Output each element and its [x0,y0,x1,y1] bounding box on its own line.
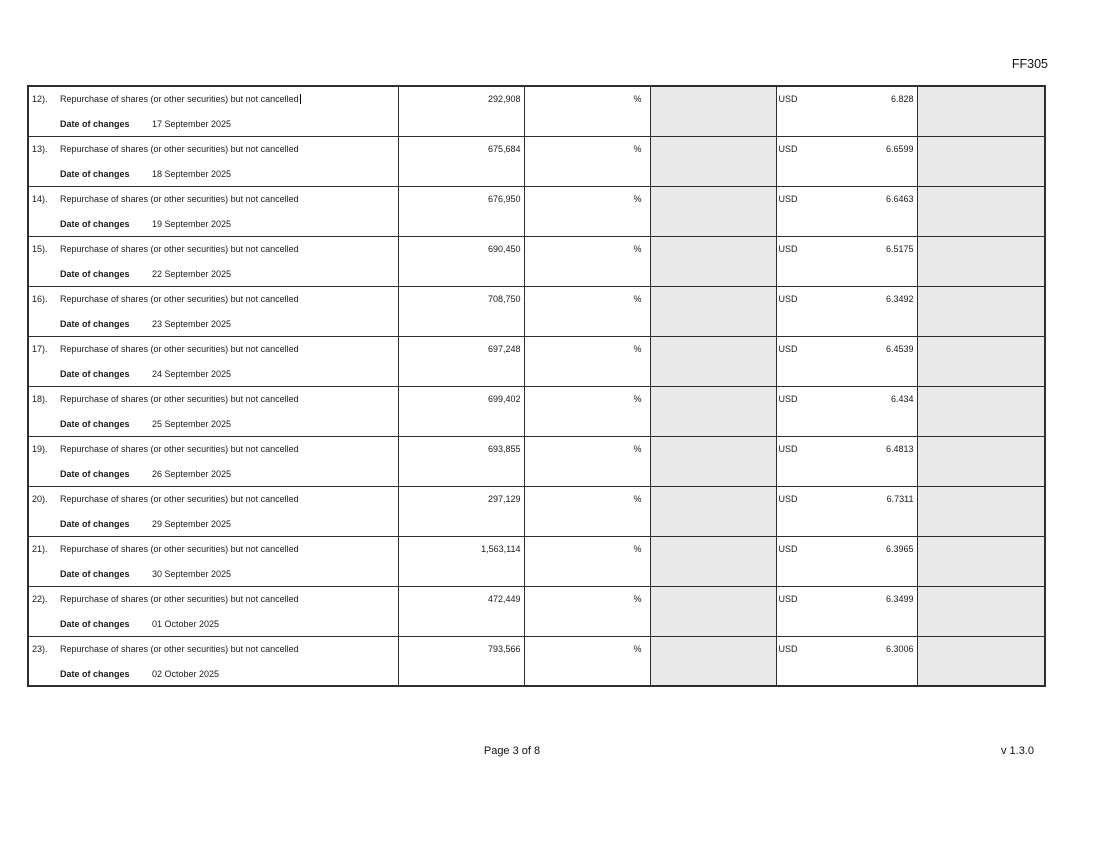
row-number: 22). [32,593,48,604]
table-row [28,386,1045,436]
percent-cell: % [524,536,650,586]
table-row [28,636,1045,686]
row-number: 21). [32,543,48,554]
table-row [28,86,1045,136]
shaded-cell [917,636,1045,686]
currency-label: USD [778,193,798,204]
price-cell [776,436,917,486]
description-cell [28,286,398,336]
date-of-changes-label: Date of changes [60,318,130,329]
quantity-cell: 292,908 [398,86,524,136]
date-of-changes-label: Date of changes [60,618,130,629]
row-description-text: Repurchase of shares (or other securities) but not cancelled [60,143,299,154]
date-of-changes-value: 26 September 2025 [152,468,232,479]
description-cell [28,336,398,386]
shaded-cell [917,486,1045,536]
currency-label: USD [778,493,798,504]
price-value: 6.3006 [885,643,914,654]
row-description-text: Repurchase of shares (or other securities) but not cancelled [60,543,299,554]
quantity-cell: 297,129 [398,486,524,536]
row-number: 15). [32,243,48,254]
price-cell [776,286,917,336]
percent-cell: % [524,286,650,336]
row-description-text: Repurchase of shares (or other securities) but not cancelled [60,393,299,404]
row-description [60,644,396,654]
quantity-cell: 697,248 [398,336,524,386]
currency-label: USD [778,343,798,354]
row-number: 17). [32,343,48,354]
price-value: 6.6599 [885,143,914,154]
version-label: v 1.3.0 [1000,745,1034,757]
shaded-cell [650,236,776,286]
row-description [60,344,396,354]
row-number: 12). [32,94,48,104]
date-of-changes-value: 19 September 2025 [152,218,232,229]
percent-cell: % [524,86,650,136]
table-row [28,336,1045,386]
row-number: 19). [32,443,48,454]
table-row [28,536,1045,586]
row-description [60,594,396,604]
shaded-cell [917,236,1045,286]
description-cell [28,536,398,586]
row-description [60,144,396,154]
quantity-cell: 793,566 [398,636,524,686]
date-of-changes-value: 29 September 2025 [152,518,232,529]
currency-label: USD [778,543,798,554]
percent-cell: % [524,636,650,686]
date-of-changes-label: Date of changes [60,368,130,379]
price-value: 6.3965 [885,543,914,554]
row-number: 14). [32,193,48,204]
shaded-cell [917,86,1045,136]
price-cell [776,486,917,536]
row-description-text: Repurchase of shares (or other securities) but not cancelled [60,643,299,654]
shaded-cell [650,136,776,186]
shaded-cell [650,336,776,386]
row-description [60,94,396,104]
price-value: 6.6463 [885,193,914,204]
row-description [60,244,396,254]
date-of-changes-label: Date of changes [60,668,130,679]
row-number: 16). [32,293,48,304]
shaded-cell [917,386,1045,436]
percent-cell: % [524,186,650,236]
description-cell [28,436,398,486]
table-row [28,186,1045,236]
shaded-cell [917,436,1045,486]
currency-label: USD [778,94,798,104]
shaded-cell [650,286,776,336]
price-cell [776,636,917,686]
row-number: 18). [32,393,48,404]
percent-cell: % [524,336,650,386]
currency-label: USD [778,393,798,404]
date-of-changes-value: 17 September 2025 [152,119,232,129]
description-cell [28,86,398,136]
description-cell [28,586,398,636]
date-of-changes-value: 01 October 2025 [152,618,220,629]
shaded-cell [917,286,1045,336]
row-number: 23). [32,643,48,654]
shaded-cell [650,636,776,686]
quantity-cell: 708,750 [398,286,524,336]
date-of-changes-value: 22 September 2025 [152,268,232,279]
row-description-text: Repurchase of shares (or other securities) but not cancelled [60,593,299,604]
date-of-changes-label: Date of changes [60,418,130,429]
price-cell [776,336,917,386]
percent-cell: % [524,386,650,436]
shaded-cell [650,386,776,436]
quantity-cell: 690,450 [398,236,524,286]
currency-label: USD [778,243,798,254]
quantity-cell: 1,563,114 [398,536,524,586]
date-of-changes-value: 02 October 2025 [152,668,220,679]
description-cell [28,486,398,536]
table-row [28,486,1045,536]
row-description-text: Repurchase of shares (or other securities) but not cancelled [60,243,299,254]
row-description [60,294,396,304]
price-value: 6.4539 [885,343,914,354]
quantity-cell: 472,449 [398,586,524,636]
quantity-cell: 676,950 [398,186,524,236]
row-description-text: Repurchase of shares (or other securities) but not cancelled [60,193,299,204]
percent-cell: % [524,586,650,636]
shaded-cell [917,586,1045,636]
currency-label: USD [778,143,798,154]
row-description-text: Repurchase of shares (or other securities) but not cancelled [60,94,299,104]
date-of-changes-label: Date of changes [60,119,130,129]
date-of-changes-value: 23 September 2025 [152,318,232,329]
table-row [28,436,1045,486]
shaded-cell [917,186,1045,236]
shaded-cell [650,186,776,236]
shaded-cell [650,536,776,586]
table-row [28,136,1045,186]
table-body [28,86,1045,686]
row-description [60,444,396,454]
shaded-cell [917,336,1045,386]
currency-label: USD [778,643,798,654]
row-number: 13). [32,143,48,154]
price-cell [776,586,917,636]
percent-cell: % [524,486,650,536]
price-cell [776,536,917,586]
row-description [60,394,396,404]
shaded-cell [917,136,1045,186]
row-description [60,544,396,554]
price-value: 6.3499 [885,593,914,604]
page-indicator: Page 3 of 8 [483,745,541,757]
price-value: 6.3492 [885,293,914,304]
shaded-cell [917,536,1045,586]
price-value: 6.7311 [886,493,914,504]
date-of-changes-label: Date of changes [60,468,130,479]
quantity-cell: 699,402 [398,386,524,436]
repurchase-table [27,85,1046,687]
currency-label: USD [778,593,798,604]
description-cell [28,636,398,686]
percent-cell: % [524,136,650,186]
price-cell [776,386,917,436]
row-description-text: Repurchase of shares (or other securities) but not cancelled [60,443,299,454]
price-cell [776,236,917,286]
price-value: 6.828 [890,94,914,104]
percent-cell: % [524,236,650,286]
date-of-changes-label: Date of changes [60,168,130,179]
date-of-changes-value: 25 September 2025 [152,418,232,429]
currency-label: USD [778,293,798,304]
percent-cell: % [524,436,650,486]
form-code: FF305 [1011,57,1048,71]
row-description-text: Repurchase of shares (or other securities) but not cancelled [60,293,299,304]
description-cell [28,186,398,236]
price-value: 6.5175 [885,243,914,254]
row-description-text: Repurchase of shares (or other securities) but not cancelled [60,493,299,504]
table-row [28,586,1045,636]
date-of-changes-label: Date of changes [60,268,130,279]
quantity-cell: 675,684 [398,136,524,186]
row-number: 20). [32,493,48,504]
price-value: 6.4813 [885,443,914,454]
row-description [60,494,396,504]
quantity-cell: 693,855 [398,436,524,486]
description-cell [28,136,398,186]
date-of-changes-label: Date of changes [60,518,130,529]
price-cell [776,86,917,136]
price-cell [776,136,917,186]
row-description-text: Repurchase of shares (or other securities) but not cancelled [60,343,299,354]
description-cell [28,236,398,286]
date-of-changes-label: Date of changes [60,568,130,579]
date-of-changes-value: 24 September 2025 [152,368,232,379]
description-cell [28,386,398,436]
date-of-changes-label: Date of changes [60,218,130,229]
price-value: 6.434 [890,393,914,404]
row-description [60,194,396,204]
shaded-cell [650,436,776,486]
price-cell [776,186,917,236]
shaded-cell [650,586,776,636]
table-row [28,236,1045,286]
date-of-changes-value: 18 September 2025 [152,168,232,179]
shaded-cell [650,486,776,536]
text-caret [300,94,301,104]
shaded-cell [650,86,776,136]
table-row [28,286,1045,336]
currency-label: USD [778,443,798,454]
date-of-changes-value: 30 September 2025 [152,568,232,579]
